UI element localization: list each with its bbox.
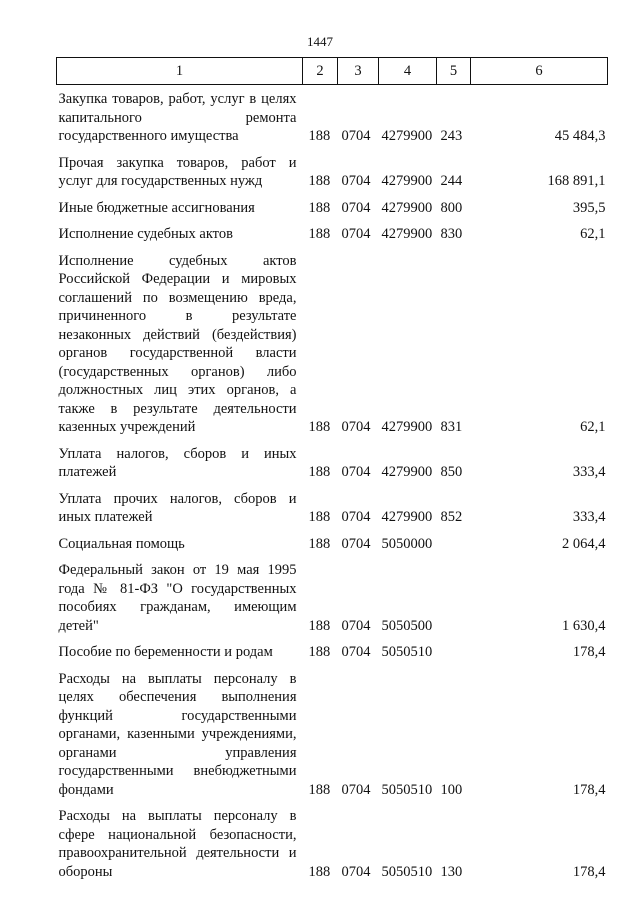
- item-target-code-cell: 4279900: [381, 226, 433, 242]
- item-expense-type-cell: 244: [440, 173, 463, 189]
- table-body: [57, 85, 608, 882]
- item-amount-cell: 62,1: [580, 226, 606, 242]
- item-expense-type-cell: 852: [440, 509, 463, 525]
- item-name-cell: Исполнение судебных актов Российской Федерации и мировых соглашений по возмещению вреда, причиненного в результате незаконных действий (бездействия) органов государственной власти (государственных органов) либо должностных лиц этих органов, а также в результате деятельности казенных учреждений: [58, 252, 297, 435]
- item-target-code-cell: 4279900: [381, 419, 433, 435]
- item-name-cell: Иные бюджетные ассигнования: [58, 199, 255, 216]
- item-expense-type-cell: 130: [440, 863, 463, 880]
- table-row: [57, 244, 608, 437]
- item-name-cell: Исполнение судебных актов: [58, 226, 233, 242]
- item-ministry-code-cell: 188: [308, 226, 331, 242]
- table-row: [57, 191, 608, 218]
- table-row: [57, 799, 608, 881]
- item-expense-type-cell: 850: [440, 464, 463, 480]
- table-row: [57, 146, 608, 191]
- item-expense-type-cell: 243: [440, 128, 463, 144]
- item-section-code-cell: 0704: [341, 535, 371, 552]
- table-row: [57, 662, 608, 800]
- item-name-cell: Расходы на выплаты персоналу в сфере национальной безопасности, правоохранительной деятельности и обороны: [58, 808, 297, 880]
- item-section-code-cell: 0704: [341, 128, 371, 144]
- item-section-code-cell: 0704: [341, 173, 371, 189]
- item-target-code-cell: 4279900: [381, 509, 433, 525]
- item-section-code-cell: 0704: [341, 464, 371, 480]
- budget-table: [56, 57, 608, 881]
- item-amount-cell: 178,4: [572, 863, 606, 880]
- item-expense-type-cell: [437, 553, 471, 635]
- table-header: [57, 58, 608, 85]
- item-amount-cell: 178,4: [572, 644, 606, 660]
- item-expense-type-cell: [437, 635, 471, 662]
- header-col-5: 5: [437, 58, 471, 85]
- item-amount-cell: 1 630,4: [562, 617, 606, 634]
- item-ministry-code-cell: 188: [308, 644, 331, 660]
- header-row: [57, 58, 608, 85]
- item-name-cell: Закупка товаров, работ, услуг в целях капитального ремонта государственного имущества: [58, 91, 297, 144]
- item-expense-type-cell: 830: [440, 226, 463, 242]
- item-amount-cell: 333,4: [572, 509, 606, 525]
- item-target-code-cell: 5050510: [381, 644, 433, 660]
- page-number: 1447: [307, 34, 333, 49]
- item-ministry-code-cell: 188: [308, 535, 331, 552]
- item-target-code-cell: 5050000: [381, 535, 433, 552]
- item-name-cell: Социальная помощь: [58, 535, 185, 552]
- item-ministry-code-cell: 188: [308, 464, 331, 480]
- item-expense-type-cell: 800: [440, 199, 463, 216]
- item-target-code-cell: 4279900: [381, 199, 433, 216]
- header-col-3: 3: [338, 58, 379, 85]
- item-name-cell: Уплата прочих налогов, сборов и иных платежей: [58, 490, 297, 525]
- item-name-cell: Уплата налогов, сборов и иных платежей: [58, 445, 297, 480]
- item-ministry-code-cell: 188: [308, 617, 331, 634]
- item-expense-type-cell: 831: [440, 419, 463, 435]
- item-expense-type-cell: 100: [440, 781, 463, 798]
- item-target-code-cell: 4279900: [381, 464, 433, 480]
- item-name-cell: Федеральный закон от 19 мая 1995 года № 81-ФЗ "О государственных пособиях гражданам, имеющим детей": [58, 562, 297, 634]
- table-row: [57, 437, 608, 482]
- item-ministry-code-cell: 188: [308, 509, 331, 525]
- item-name-cell: Пособие по беременности и родам: [58, 644, 273, 660]
- item-expense-type-cell: [437, 527, 471, 554]
- item-amount-cell: 333,4: [572, 464, 606, 480]
- item-ministry-code-cell: 188: [308, 419, 331, 435]
- header-col-1: 1: [57, 58, 303, 85]
- item-amount-cell: 178,4: [572, 781, 606, 798]
- item-section-code-cell: 0704: [341, 617, 371, 634]
- item-ministry-code-cell: 188: [308, 173, 331, 189]
- item-name-cell: Расходы на выплаты персоналу в целях обеспечения выполнения функций государственными органами, казенными учреждениями, органами управления государственными внебюджетными фондами: [58, 670, 297, 798]
- item-target-code-cell: 4279900: [381, 173, 433, 189]
- table-row: [57, 217, 608, 244]
- item-amount-cell: 62,1: [580, 419, 606, 435]
- item-section-code-cell: 0704: [341, 644, 371, 660]
- item-section-code-cell: 0704: [341, 509, 371, 525]
- header-col-2: 2: [303, 58, 338, 85]
- table-row: [57, 527, 608, 554]
- table-row: [57, 482, 608, 527]
- table-row: [57, 85, 608, 146]
- item-amount-cell: 395,5: [572, 199, 606, 216]
- item-amount-cell: 45 484,3: [554, 128, 606, 144]
- item-target-code-cell: 5050510: [381, 863, 433, 880]
- item-ministry-code-cell: 188: [308, 863, 331, 880]
- item-amount-cell: 2 064,4: [562, 535, 606, 552]
- item-amount-cell: 168 891,1: [547, 173, 606, 189]
- header-col-6: 6: [471, 58, 608, 85]
- table-row: [57, 635, 608, 662]
- item-target-code-cell: 5050510: [381, 781, 433, 798]
- item-section-code-cell: 0704: [341, 199, 371, 216]
- header-col-4: 4: [379, 58, 437, 85]
- item-ministry-code-cell: 188: [308, 199, 331, 216]
- item-target-code-cell: 4279900: [381, 128, 433, 144]
- item-section-code-cell: 0704: [341, 781, 371, 798]
- item-section-code-cell: 0704: [341, 419, 371, 435]
- item-section-code-cell: 0704: [341, 226, 371, 242]
- item-ministry-code-cell: 188: [308, 781, 331, 798]
- item-section-code-cell: 0704: [341, 863, 371, 880]
- item-target-code-cell: 5050500: [381, 617, 433, 634]
- item-name-cell: Прочая закупка товаров, работ и услуг для государственных нужд: [58, 154, 297, 189]
- table-row: [57, 553, 608, 635]
- item-ministry-code-cell: 188: [308, 128, 331, 144]
